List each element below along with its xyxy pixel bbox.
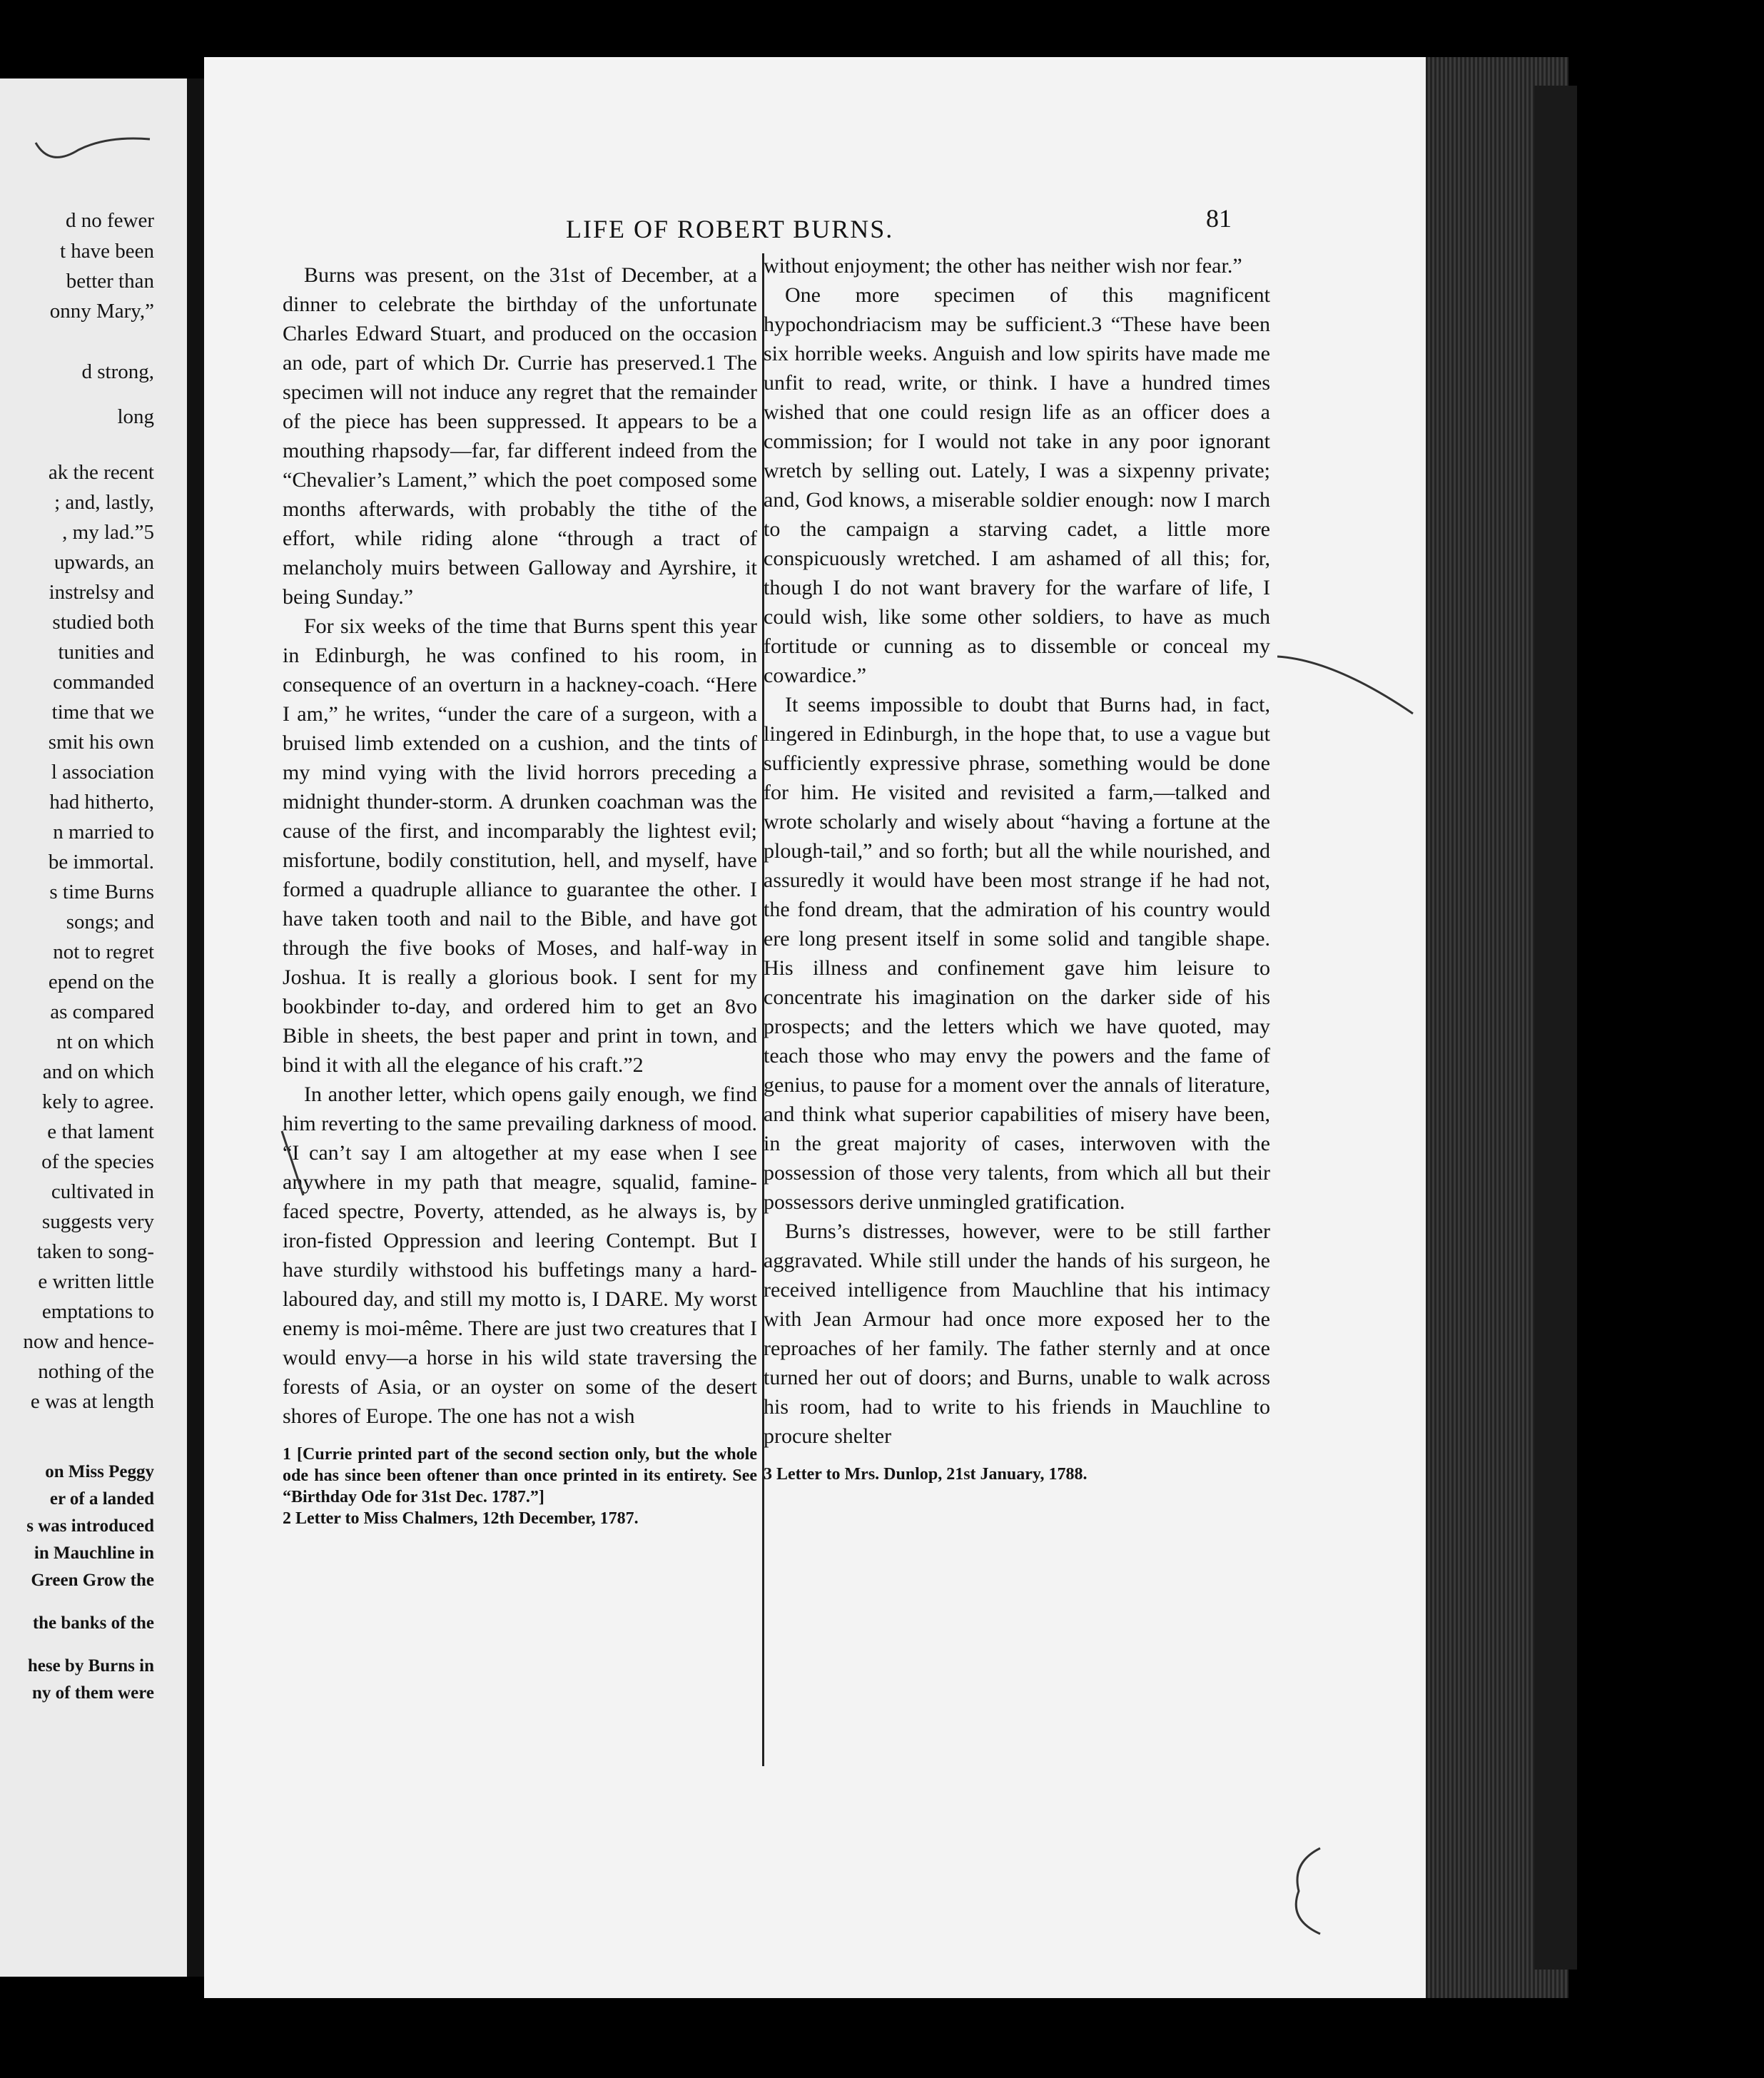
left-fragment-line: instrelsy and	[49, 581, 154, 604]
left-fragment-footnote-line: on Miss Peggy	[45, 1462, 154, 1481]
left-fragment-footnote-line: er of a landed	[49, 1489, 154, 1509]
footnote: 2 Letter to Miss Chalmers, 12th December, 1787.	[283, 1509, 639, 1528]
left-fragment-line: taken to song-	[36, 1240, 154, 1263]
paragraph: Burns’s distresses, however, were to be still farther aggravated. While still under the hands of his surgeon, he received intelligence from Mauchline that his intimacy with Jean Armour had once more exposed her to the reproaches of her family. The father sternly and at once turned her out of doors; and Burns, unable to walk across his room, had to write to his friends in Mauchline to procure shelter	[764, 1220, 1270, 1448]
left-fragment-line: studied both	[52, 611, 154, 634]
left-fragment-line: epend on the	[48, 970, 154, 993]
left-fragment-footnote-line: the banks of the	[32, 1613, 154, 1633]
paragraph: Burns was present, on the 31st of December, at a dinner to celebrate the birthday of the unfortunate Charles Edward Stuart, and produced on the occasion an ode, part of which Dr. Currie has preserved.1 The specimen will not induce any regret that the remainder of the piece has been suppressed. It appears to be a mouthing rhapsody—far, far different indeed from the “Chevalier’s Lament,” which the poet composed some months afterwards, with probably the tithe of the effort, while riding alone “through a tract of melancholy muirs between Galloway and Ayrshire, it being Sunday.”	[283, 263, 757, 609]
left-fragment-line: had hitherto,	[49, 791, 154, 814]
left-fragment-line: upwards, an	[54, 551, 154, 574]
left-fragment-line: ; and, lastly,	[54, 491, 154, 514]
paragraph: One more specimen of this magnificent hypochondriacism may be sufficient.3 “These have been six horrible weeks. Anguish and low spirits have made me unfit to read, write, or think. I have a hundred times wished that one could resign life as an officer does a commission; for I would not take in any poor ignorant wretch by selling out. Lately, I was a sixpenny private; and, God knows, a miserable soldier enough: now I march to the campaign a starving cadet, a little more conspicuously wretched. I am ashamed of all this; for, though I do not want bravery for the warfare of life, I could wish, like some other soldiers, to have as much fortitude or cunning as to dissemble or conceal my cowardice.”	[764, 283, 1270, 687]
left-fragment-line: , my lad.”5	[62, 521, 154, 544]
left-fragment-line: e that lament	[47, 1120, 154, 1143]
left-fragment-line: better than	[66, 270, 154, 293]
paragraph: For six weeks of the time that Burns spent this year in Edinburgh, he was confined to his room, in consequence of an overturn in a hackney-coach. “Here I am,” he writes, “under the care of a surgeon, with a bruised limb extended on a cushion, and the tints of my mind vying with the livid horrors preceding a midnight thunder-storm. A drunken coachman was the cause of the first, and incomparably the lightest evil; misfortune, bodily constitution, hell, and myself, have formed a quadruple alliance to guarantee the other. I have taken tooth and nail to the Bible, and have got through the five books of Moses, and half-way in Joshua. It is really a glorious book. I sent for my bookbinder to-day, and ordered him to get an 8vo Bible in sheets, the best paper and print in town, and bind it with all the elegance of his craft.”2	[283, 614, 757, 1077]
page-number: 81	[1206, 204, 1232, 233]
left-fragment-line: not to regret	[53, 941, 154, 963]
left-fragment-footnote-line: hese by Burns in	[27, 1656, 154, 1676]
left-fragment-line: l association	[51, 761, 154, 784]
pencil-tick-icon	[278, 1127, 307, 1199]
left-fragment-footnote-line: ny of them were	[31, 1683, 154, 1703]
left-page-fragment	[0, 78, 187, 1977]
left-fragment-footnote-line: s was introduced	[26, 1516, 154, 1536]
paragraph: without enjoyment; the other has neither wish nor fear.”	[764, 254, 1242, 278]
left-fragment-line: smit his own	[48, 731, 154, 754]
left-fragment-line: and on which	[42, 1060, 154, 1083]
pencil-line-icon	[1277, 642, 1420, 721]
left-fragment-line: n married to	[53, 821, 154, 843]
left-fragment-line: nt on which	[56, 1030, 154, 1053]
paragraph: In another letter, which opens gaily enough, we find him reverting to the same prevailing darkness of mood. “I can’t say I am altogether at my ease when I see anywhere in my path that meagre, squalid, famine-faced spectre, Poverty, attended, as he always is, by iron-fisted Oppression and leering Contempt. But I have sturdily withstood his buffetings many a hard-laboured day, and still my motto is, I DARE. My worst enemy is moi-même. There are just two creatures that I would envy—a horse in his wild state traversing the forests of Asia, or an oyster on some of the desert shores of Europe. The one has not a wish	[283, 1083, 757, 1428]
left-fragment-footnote-line: Green Grow the	[31, 1571, 154, 1590]
footnote: 1 [Currie printed part of the second section only, but the whole ode has since been oftener than once printed in its entirety. See “Birthday Ode for 31st Dec. 1787.”]	[283, 1445, 757, 1506]
left-fragment-line: be immortal.	[48, 851, 154, 873]
gutter	[187, 78, 204, 1977]
left-fragment-line: commanded	[53, 671, 154, 694]
left-fragment-line: onny Mary,”	[49, 300, 154, 323]
left-fragment-line: t have been	[59, 240, 154, 263]
running-title: LIFE OF ROBERT BURNS.	[566, 215, 894, 243]
left-fragment-line: suggests very	[41, 1210, 154, 1233]
left-fragment-line: cultivated in	[51, 1180, 154, 1203]
left-column	[283, 260, 757, 1529]
left-fragment-line: of the species	[41, 1150, 154, 1173]
pencil-mark-icon	[29, 128, 157, 171]
book-cover-edge	[1534, 86, 1577, 1970]
left-fragment-line: emptations to	[41, 1300, 154, 1323]
left-fragment-line: kely to agree.	[41, 1090, 154, 1113]
left-fragment-line: e was at length	[30, 1390, 154, 1413]
left-fragment-line: s time Burns	[49, 881, 154, 903]
left-fragment-line: now and hence-	[23, 1330, 154, 1353]
paragraph: It seems impossible to doubt that Burns had, in fact, lingered in Edinburgh, in the hope that, to use a vague but sufficiently expressive phrase, something would be done for him. He visited and revisited a farm,—talked and wrote scholarly and wisely about “having a fortune at the plough-tail,” and so forth; but all the while nourished, and assuredly it would have been most strange if he had not, the fond dream, that the admiration of his country would ere long present itself in some solid and tangible shape. His illness and confinement gave him leisure to concentrate his imagination on the darker side of his prospects; and the letters which we have quoted, may teach those who may envy the powers and the fame of genius, to pause for a moment over the annals of literature, and think what superior capabilities of misery have been, in the great majority of cases, interwoven with the possession of those very talents, from which all but their possessors derive unmingled gratification.	[764, 693, 1270, 1214]
footnote: 3 Letter to Mrs. Dunlop, 21st January, 1788.	[764, 1465, 1088, 1484]
left-fragment-line: songs; and	[66, 911, 154, 933]
left-fragment-footnote-line: in Mauchline in	[34, 1544, 154, 1563]
left-fragment-line: nothing of the	[38, 1360, 154, 1383]
left-fragment-line: as compared	[50, 1000, 154, 1023]
left-fragment-line: d no fewer	[65, 209, 154, 232]
left-fragment-line: tunities and	[58, 641, 154, 664]
left-fragment-line: ak the recent	[48, 461, 154, 484]
left-fragment-line: d strong,	[81, 360, 154, 383]
left-fragment-line: time that we	[51, 701, 154, 724]
pencil-bracket-icon	[1277, 1841, 1327, 1941]
left-fragment-line: e written little	[38, 1270, 154, 1293]
left-fragment-line: long	[117, 405, 154, 428]
right-column	[764, 251, 1270, 1485]
